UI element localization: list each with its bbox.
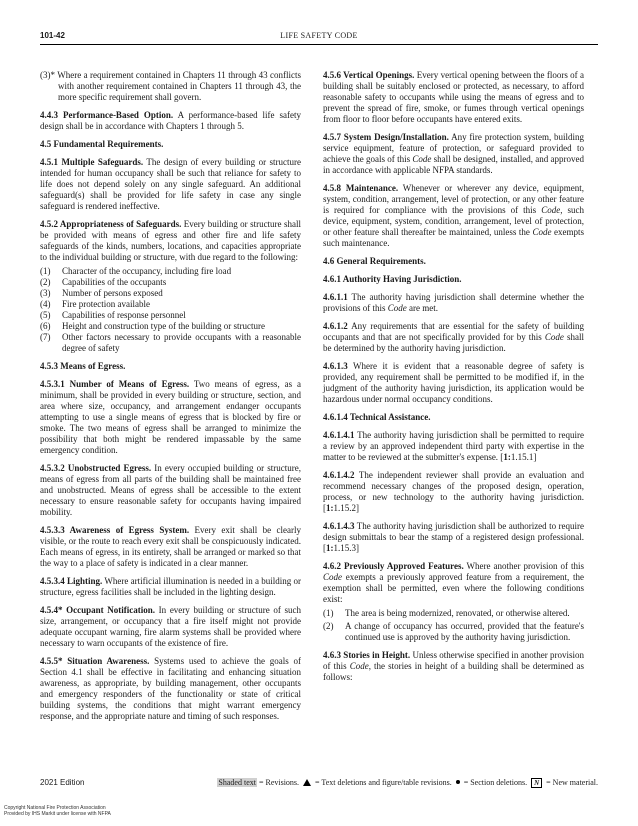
right-column [323, 70, 584, 690]
list-item: (5) Capabilities of response personnel [40, 310, 186, 320]
section-4-6-2: 4.6.2 Previously Approved Features. Where another provision of this Code exempts a previously approved feature from a requirement, the exemption shall be permitted, even where the following conditions exist: [323, 561, 584, 604]
running-title: LIFE SAFETY CODE [280, 31, 358, 40]
section-4-5-6: 4.5.6 Vertical Openings. Every vertical opening between the floors of a building shall be suitably enclosed or protected, as necessary, to afford reasonable safety to occupants while using the means of egress and to prevent the spread of fire, smoke, or fumes through vertical openings from floor to floor before occupants have entered exits. [323, 70, 584, 124]
list-item: (1) Character of the occupancy, including fire load [40, 266, 232, 276]
section-4-4-3: 4.4.3 Performance-Based Option. A performance-based life safety design shall be in accordance with Chapters 1 through 5. [40, 110, 301, 131]
section-4-6-3: 4.6.3 Stories in Height. Unless otherwise specified in another provision of this Code, the stories in height of a building shall be determined as follows: [323, 650, 585, 682]
section-4-5-1: 4.5.1 Multiple Safeguards. The design of every building or structure intended for human occupancy shall be such that reliance for safety to life does not depend solely on any single safeguard. An additional safeguard(s) shall be provided for life safety in case any single safeguard is rendered ineffective. [40, 157, 301, 211]
section-4-6-1-3: 4.6.1.3 Where it is evident that a reasonable degree of safety is provided, any requirement shall be permitted to be modified if, in the judgment of the authority having jurisdiction, its application would be hazardous under normal occupancy conditions. [323, 361, 584, 404]
copyright-notice: Copyright National Fire Protection Association Provided by IHS Markit under license with NFPA [4, 805, 111, 817]
list-item: (6) Height and construction type of the building or structure [40, 321, 265, 331]
delta-triangle-icon [303, 779, 311, 786]
list-item: (2) Capabilities of the occupants [40, 277, 167, 287]
item-3: (3)* Where a requirement contained in Chapters 11 through 43 conflicts with another requirement contained in Chapters 11 through 43, the more specific requirement shall govern. [40, 70, 301, 102]
section-4-5-7: 4.5.7 System Design/Installation. Any fire protection system, building service equipment, feature of protection, or safeguard provided to achieve the goals of this Code shall be designed, installed, and approved in accordance with applicable NFPA standards. [323, 132, 585, 175]
section-4-6-1-4-2: 4.6.1.4.2 The independent reviewer shall provide an evaluation and recommend necessary changes of the proposed design, operation, process, or new technology to the authority having jurisdiction. [1:1.15.2] [323, 470, 584, 513]
revision-legend: Shaded text = Revisions. = Text deletions and figure/table revisions. = Section deletions. N = New material. [218, 778, 598, 787]
section-4-6-1-4-3: 4.6.1.4.3 The authority having jurisdiction shall be authorized to require design submittals to bear the stamp of a registered design professional. [1:1.15.3] [323, 521, 584, 553]
section-4-5-5: 4.5.5* Situation Awareness. Systems used to achieve the goals of Section 4.1 shall be effective in facilitating and enhancing situation awareness, as appropriate, by building management, other occupants and emergency responders of the functionality or state of critical building systems, the conditions that might warrant emergency response, and the appropriate nature and timing of such responses. [40, 656, 301, 721]
section-4-5-3-4: 4.5.3.4 Lighting. Where artificial illumination is needed in a building or structure, egress facilities shall be included in the lighting design. [40, 576, 302, 597]
section-4-6-heading: 4.6 General Requirements. [323, 256, 426, 266]
list-item: (2) A change of occupancy has occurred, provided that the feature's continued use is approved by the authority having jurisdiction. [323, 621, 584, 642]
shaded-text-sample: Shaded text [218, 778, 256, 787]
section-4-6-1-2: 4.6.1.2 Any requirements that are essential for the safety of building occupants and that are not specifically provided for by this Code shall be determined by the authority having jurisdiction. [323, 321, 585, 353]
bullet-dot-icon [456, 780, 460, 784]
safeguard-factors-list [40, 266, 301, 354]
page-number: 101-42 [40, 31, 65, 40]
section-4-5-2: 4.5.2 Appropriateness of Safeguards. Every building or structure shall be provided with means of egress and other fire and life safety safeguards of the kinds, numbers, locations, and capacities appropriate to the individual building or structure, with due regard to the following: [40, 219, 301, 262]
section-4-5-8: 4.5.8 Maintenance. Whenever or wherever any device, equipment, system, condition, arrangement, level of protection, or any other feature is required for compliance with the provisions of this Code, such device, equipment, system, condition, arrangement, level of protection, or other feature shall thereafter be maintained, unless the Code exempts such maintenance. [323, 183, 584, 248]
section-4-6-1-1: 4.6.1.1 The authority having jurisdiction shall determine whether the provisions of this Code are met. [323, 292, 584, 313]
list-item: (7) Other factors necessary to provide occupants with a reasonable degree of safety [40, 332, 301, 353]
list-item: (1) The area is being modernized, renovated, or otherwise altered. [323, 608, 570, 618]
left-column [40, 70, 301, 729]
approved-features-conditions-list [323, 608, 584, 643]
section-4-6-1-heading: 4.6.1 Authority Having Jurisdiction. [323, 274, 462, 284]
section-4-6-1-4-1: 4.6.1.4.1 The authority having jurisdiction shall be permitted to require a review by an approved independent third party with expertise in the matter to be reviewed at the submitter's expense. [1:1.15.1] [323, 430, 584, 462]
list-item: (4) Fire protection available [40, 299, 150, 309]
section-4-5-3-3: 4.5.3.3 Awareness of Egress System. Every exit shall be clearly visible, or the route to reach every exit shall be conspicuously indicated. Each means of egress, in its entirety, shall be arranged or marked so that the way to a place of safety is indicated in a clear manner. [40, 525, 301, 568]
section-4-5-heading: 4.5 Fundamental Requirements. [40, 139, 164, 149]
section-4-5-3-1: 4.5.3.1 Number of Means of Egress. Two means of egress, as a minimum, shall be provided in every building or structure, section, and area where size, occupancy, and arrangement endanger occupants attempting to use a single means of egress that is blocked by fire or smoke. The two means of egress shall be arranged to minimize the possibility that both might be rendered impassable by the same emergency condition. [40, 379, 301, 455]
section-4-5-3-2: 4.5.3.2 Unobstructed Egress. In every occupied building or structure, means of egress from all parts of the building shall be maintained free and unobstructed. Means of egress shall be accessible to the extent necessary to ensure reasonable safety for occupants having impaired mobility. [40, 463, 301, 517]
edition-label: 2021 Edition [40, 778, 85, 787]
section-4-5-3-heading: 4.5.3 Means of Egress. [40, 361, 126, 371]
section-4-6-1-4-heading: 4.6.1.4 Technical Assistance. [323, 412, 431, 422]
page-header [40, 30, 598, 45]
list-item: (3) Number of persons exposed [40, 288, 163, 298]
new-material-icon: N [531, 778, 542, 788]
section-4-5-4: 4.5.4* Occupant Notification. In every building or structure of such size, arrangement, or occupancy that a fire itself might not provide adequate occupant warning, fire alarm systems shall be provided where necessary to warn occupants of the existence of fire. [40, 605, 301, 648]
